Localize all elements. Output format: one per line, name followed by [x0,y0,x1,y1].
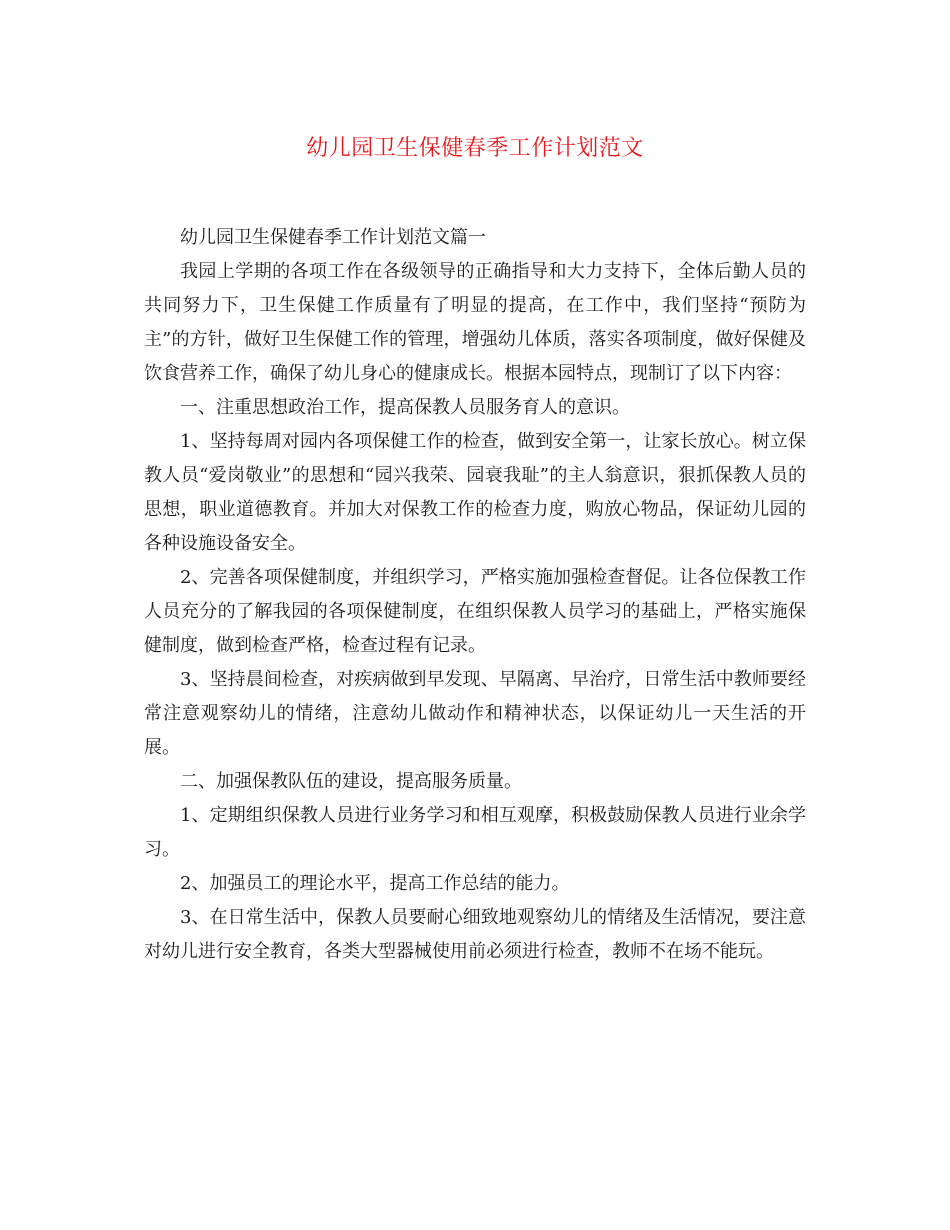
document-body [144,221,806,969]
paragraph-heading-1: 一、注重思想政治工作，提高保教人员服务育人的意识。 [180,397,630,418]
document-title: 幼儿园卫生保健春季工作计划范文 [306,136,644,161]
paragraph-2-1: 1、定期组织保教人员进行业务学习和相互观摩，积极鼓励保教人员进行业余学习。 [144,805,806,860]
paragraph-2-2: 2、加强员工的理论水平，提高工作总结的能力。 [180,873,570,894]
paragraph-section-heading: 幼儿园卫生保健春季工作计划范文篇一 [180,227,486,248]
paragraph-1-2: 2、完善各项保健制度，并组织学习，严格实施加强检查督促。让各位保教工作人员充分的了解我园的各项保健制度，在组织保教人员学习的基础上，严格实施保健制度，做到检查严格，检查过程有记录。 [144,567,806,656]
paragraph-intro: 我园上学期的各项工作在各级领导的正确指导和大力支持下，全体后勤人员的共同努力下，卫生保健工作质量有了明显的提高，在工作中，我们坚持“预防为主”的方针，做好卫生保健工作的管理，增强幼儿体质，落实各项制度，做好保健及饮食营养工作，确保了幼儿身心的健康成长。根据本园特点，现制订了以下内容： [144,261,806,384]
paragraph-1-3: 3、坚持晨间检查，对疾病做到早发现、早隔离、早治疗，日常生活中教师要经常注意观察幼儿的情绪，注意幼儿做动作和精神状态，以保证幼儿一天生活的开展。 [144,669,806,758]
paragraph-1-1: 1、坚持每周对园内各项保健工作的检查，做到安全第一，让家长放心。树立保教人员“爱岗敬业”的思想和“园兴我荣、园衰我耻”的主人翁意识，狠抓保教人员的思想，职业道德教育。并加大对保教工作的检查力度，购放心物品，保证幼儿园的各种设施设备安全。 [144,431,806,554]
paragraph-heading-2: 二、加强保教队伍的建设，提高服务质量。 [180,771,522,792]
paragraph-2-3: 3、在日常生活中，保教人员要耐心细致地观察幼儿的情绪及生活情况，要注意对幼儿进行安全教育，各类大型器械使用前必须进行检查，教师不在场不能玩。 [144,907,806,962]
